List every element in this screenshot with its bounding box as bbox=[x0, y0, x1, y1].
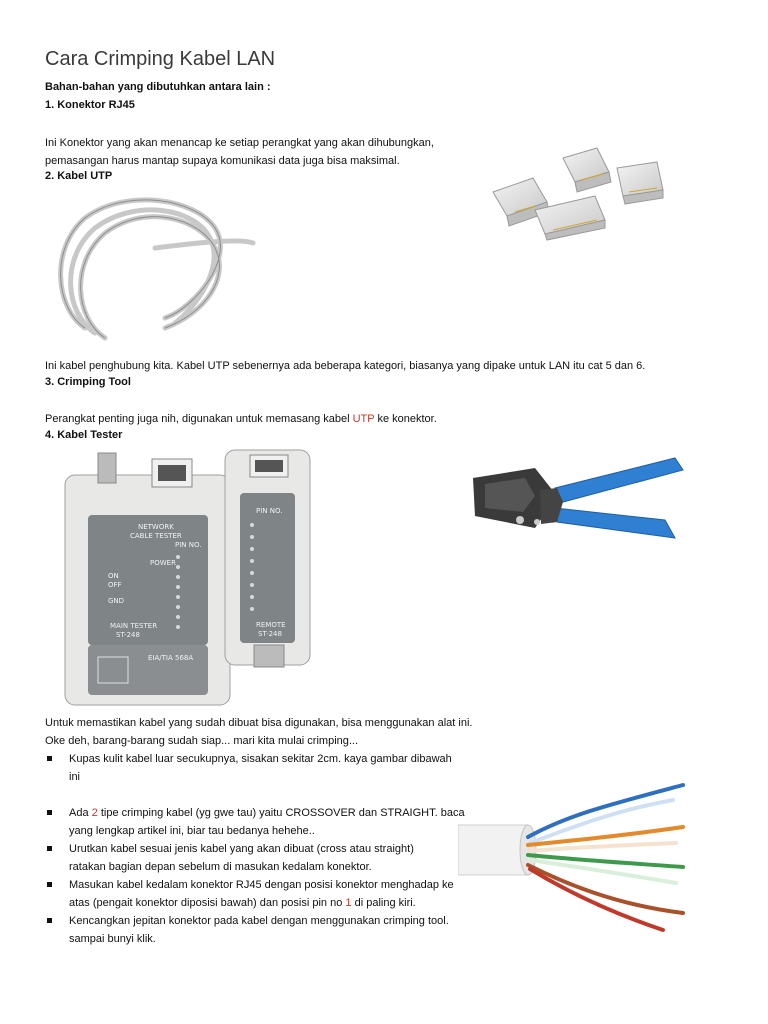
remote-pin-no-label: PIN NO. bbox=[256, 507, 283, 515]
step-item bbox=[45, 912, 459, 948]
step-2-pre: Ada bbox=[69, 807, 92, 819]
step-2-post: tipe crimping kabel (yg gwe tau) yaitu CROSSOVER dan STRAIGHT. baca yang lengkap artikel ini, biar tau bedanya hehehe.. bbox=[69, 807, 465, 837]
step-3-text: Urutkan kabel sesuai jenis kabel yang akan dibuat (cross atau straight) ratakan bagian depan sebelum di masukan kedalam konektor. bbox=[69, 843, 414, 873]
remote-label: REMOTE bbox=[256, 621, 286, 629]
step-5-text: Kencangkan jepitan konektor pada kabel dengan menggunakan crimping tool. sampai bunyi klik. bbox=[69, 915, 449, 945]
crimping-tool-image bbox=[465, 450, 690, 560]
steps-list bbox=[45, 750, 465, 948]
crimp-desc-post: ke konektor. bbox=[374, 413, 437, 425]
konektor-desc-2: pemasangan harus mantap supaya komunikasi data juga bisa maksimal. bbox=[45, 155, 400, 167]
step-2-num: 2 bbox=[91, 807, 98, 819]
step-item bbox=[45, 804, 469, 840]
heading-kabel-tester: 4. Kabel Tester bbox=[45, 429, 123, 441]
remote-model: ST-248 bbox=[258, 630, 282, 638]
heading-konektor: 1. Konektor RJ45 bbox=[45, 99, 135, 111]
stripped-cable-image bbox=[458, 765, 693, 945]
tester-main-label: MAIN TESTER bbox=[110, 622, 158, 630]
step-4-post: di paling kiri. bbox=[351, 897, 416, 909]
heading-utp: 2. Kabel UTP bbox=[45, 170, 113, 182]
tester-power-label: POWER bbox=[150, 559, 176, 567]
konektor-desc-1: Ini Konektor yang akan menancap ke setiap perangkat yang akan dihubungkan, bbox=[45, 137, 434, 149]
crimp-desc-highlight: UTP bbox=[352, 413, 375, 425]
tester-main-model: ST-248 bbox=[116, 631, 140, 639]
tester-standards-label: EIA/TIA 568A bbox=[148, 654, 194, 662]
step-item bbox=[45, 876, 469, 912]
heading-crimping-tool: 3. Crimping Tool bbox=[45, 376, 131, 388]
utp-desc: Ini kabel penghubung kita. Kabel UTP sebenernya ada beberapa kategori, biasanya yang dipake untuk LAN itu cat 5 dan 6. bbox=[45, 360, 646, 372]
tester-pin-no-label: PIN NO. bbox=[175, 541, 202, 549]
tester-gnd-label: GND bbox=[108, 597, 125, 605]
tester-off-label: OFF bbox=[108, 581, 122, 589]
page-title: Cara Crimping Kabel LAN bbox=[45, 48, 276, 70]
crimp-desc bbox=[45, 410, 437, 428]
rj45-connectors-image bbox=[485, 140, 675, 245]
step-4-num: 1 bbox=[345, 897, 352, 909]
cable-tester-image bbox=[60, 445, 320, 710]
step-item bbox=[45, 840, 439, 876]
tester-network-label: NETWORK bbox=[138, 523, 174, 531]
step-4-pre: Masukan kabel kedalam konektor RJ45 dengan posisi konektor menghadap ke atas (pengait konektor diposisi bawah) dan posisi pin no bbox=[69, 879, 454, 909]
tester-cable-tester-label: CABLE TESTER bbox=[130, 532, 182, 540]
tester-desc-1: Untuk memastikan kabel yang sudah dibuat bisa digunakan, bisa menggunakan alat ini. bbox=[45, 717, 473, 729]
utp-cable-image bbox=[45, 188, 260, 348]
tester-on-label: ON bbox=[108, 572, 119, 580]
step-1-text: Kupas kulit kabel luar secukupnya, sisakan sekitar 2cm. kaya gambar dibawah ini bbox=[69, 753, 452, 783]
crimp-desc-pre: Perangkat penting juga nih, digunakan untuk memasang kabel bbox=[45, 413, 353, 425]
intro-text: Bahan-bahan yang dibutuhkan antara lain : bbox=[45, 81, 271, 93]
step-item bbox=[45, 750, 465, 786]
tester-desc-2: Oke deh, barang-barang sudah siap... mari kita mulai crimping... bbox=[45, 735, 359, 747]
